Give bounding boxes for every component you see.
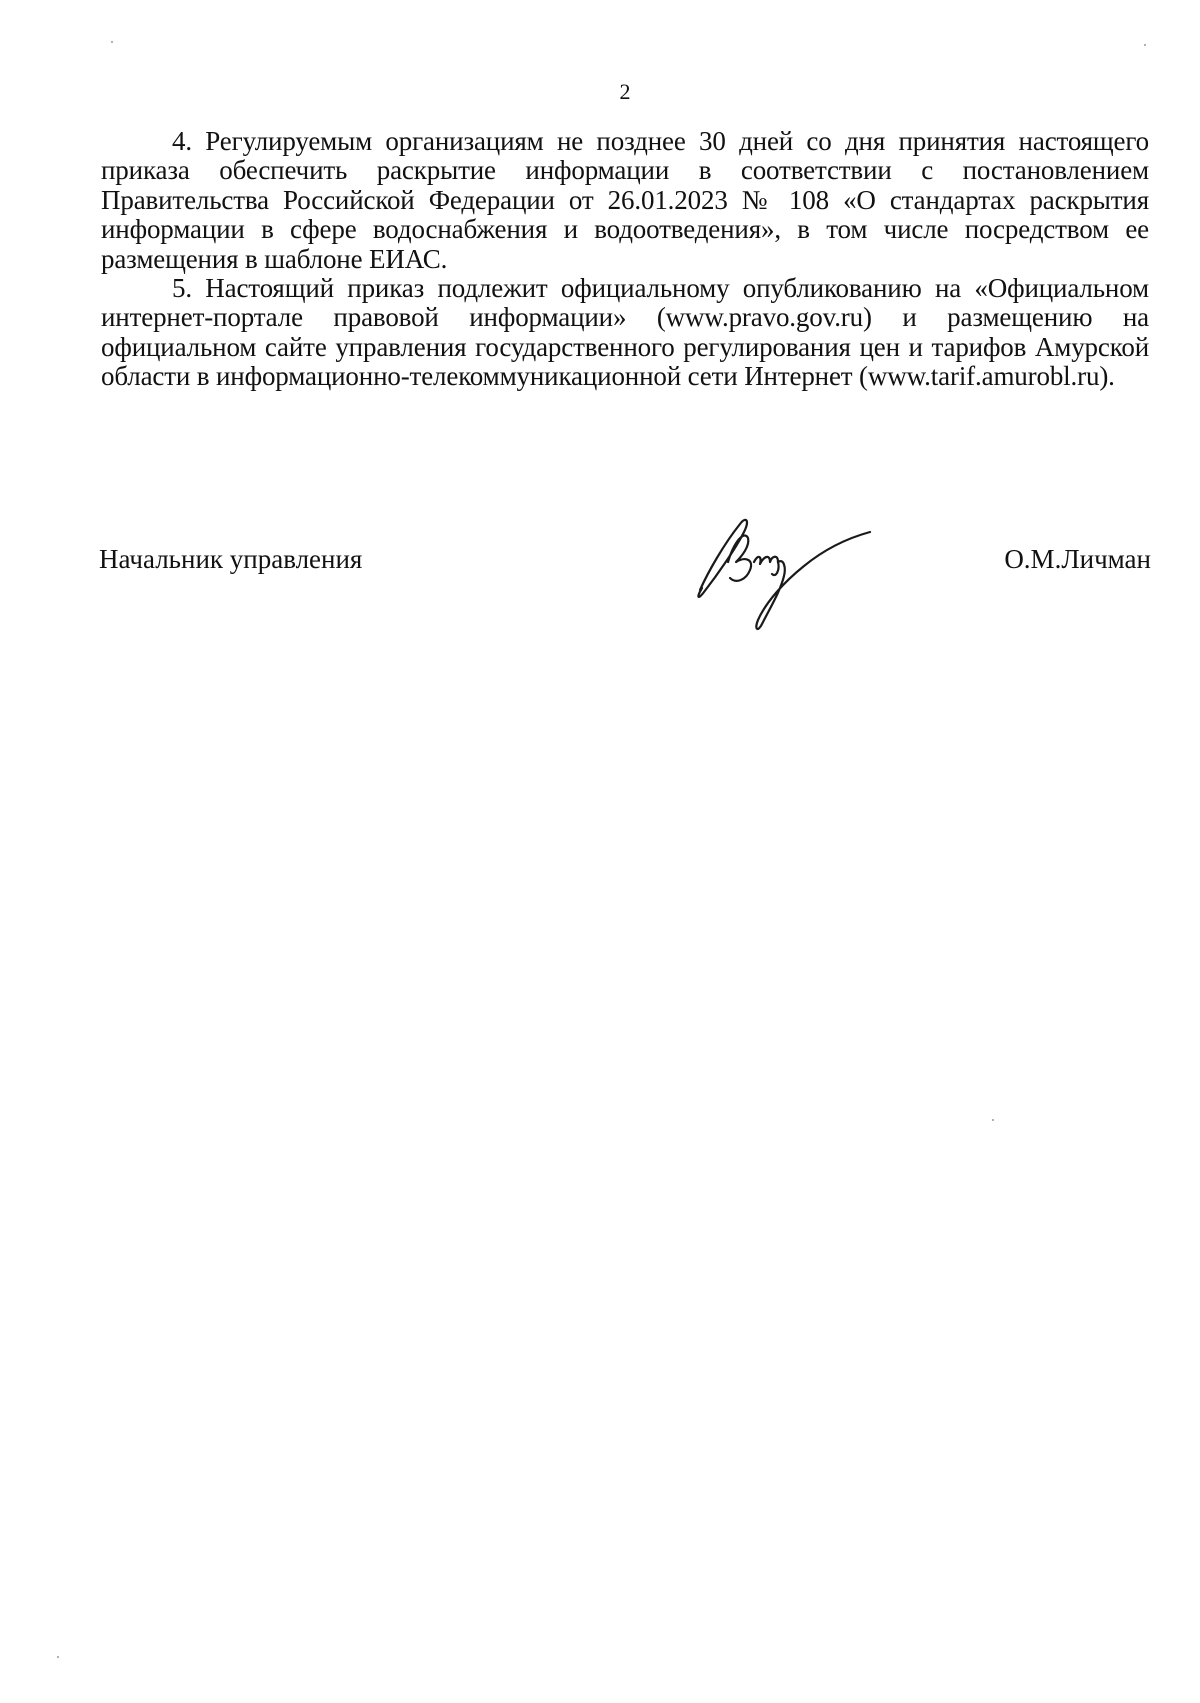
paragraph-4: 4. Регулируемым организациям не позднее 30 дней со дня принятия настоящего приказа обеспечить раскрытие информации в соответствии с постановлением Правительства Российской Федерации от 26.01.2023 № 108 «О стандартах раскрытия информации в сфере водоснабжения и водоотведения», в том числе посредством ее размещения в шаблоне ЕИАС. bbox=[101, 126, 1149, 274]
scan-speck bbox=[57, 1656, 59, 1658]
signatory-name: О.М.Личман bbox=[1004, 544, 1151, 574]
scan-speck bbox=[1144, 44, 1146, 46]
signature-block bbox=[99, 543, 1151, 583]
paragraph-5: 5. Настоящий приказ подлежит официальному опубликованию на «Официальном интернет-портале правовой информации» (www.pravo.gov.ru) и размещению на официальном сайте управления государственного регулирования цен и тарифов Амурской области в информационно-телекоммуникационной сети Интернет (www.tarif.amurobl.ru). bbox=[101, 273, 1149, 392]
handwritten-signature bbox=[688, 502, 878, 637]
scan-speck bbox=[992, 1119, 994, 1121]
page-number: 2 bbox=[619, 79, 631, 104]
document-body bbox=[101, 127, 1149, 392]
scan-speck bbox=[111, 41, 113, 43]
signatory-position: Начальник управления bbox=[99, 544, 363, 574]
